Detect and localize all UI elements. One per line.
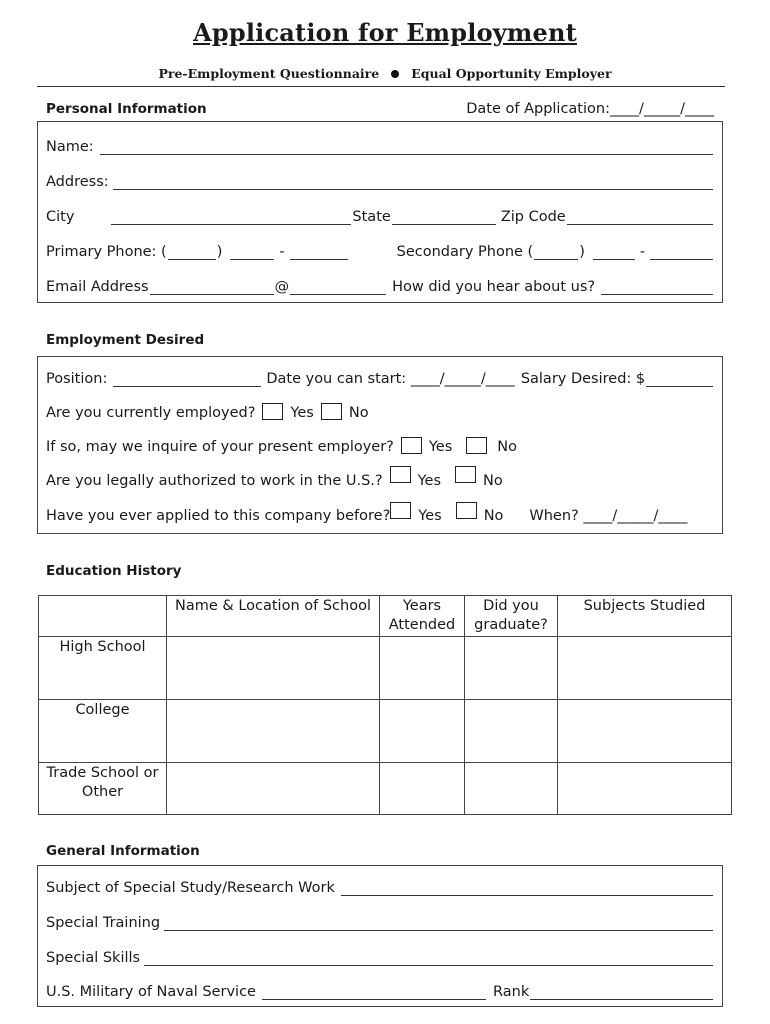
special-skills-field[interactable]	[144, 951, 713, 966]
position-row	[46, 367, 714, 387]
subtitle-eoe: Equal Opportunity Employer	[411, 66, 612, 81]
applied-before-row	[46, 504, 714, 524]
table-row	[39, 700, 732, 763]
yes-label: Yes	[417, 473, 442, 489]
zip-field[interactable]	[567, 210, 713, 225]
primary-phone-paren: )	[216, 244, 223, 260]
form-subtitle	[0, 66, 770, 81]
salary-label: Salary Desired: $	[520, 371, 646, 387]
currently-employed-no-checkbox[interactable]	[321, 403, 342, 420]
secondary-phone-area-field[interactable]	[534, 245, 578, 260]
city-field[interactable]	[111, 210, 351, 225]
start-date-field[interactable]: Date you can start: ____/_____/____	[266, 371, 515, 387]
table-cell[interactable]	[167, 763, 380, 815]
salary-field[interactable]	[646, 372, 713, 387]
no-label: No	[497, 439, 518, 455]
rank-label: Rank	[492, 984, 530, 1000]
primary-phone-dash: -	[279, 244, 285, 260]
education-table	[38, 595, 732, 815]
bullet-icon	[391, 70, 399, 78]
table-cell[interactable]	[380, 637, 465, 700]
special-study-label: Subject of Special Study/Research Work	[46, 880, 335, 896]
table-cell[interactable]	[465, 700, 558, 763]
table-header-cell: Name & Location of School	[167, 596, 380, 637]
city-state-zip-row	[46, 205, 714, 225]
email-user-field[interactable]	[150, 280, 274, 295]
date-of-application-field[interactable]: Date of Application:____/_____/____	[466, 101, 714, 117]
heard-about-label: How did you hear about us?	[392, 279, 596, 295]
table-header-cell: Did you graduate?	[465, 596, 558, 637]
currently-employed-row	[46, 401, 714, 421]
yes-label: Yes	[418, 508, 442, 524]
secondary-phone-dash: -	[639, 244, 646, 260]
table-cell[interactable]	[167, 700, 380, 763]
table-cell[interactable]	[558, 763, 732, 815]
name-row	[46, 135, 714, 155]
email-label: Email Address	[46, 279, 149, 295]
authorized-yes-checkbox[interactable]	[390, 466, 411, 483]
heard-about-field[interactable]	[601, 280, 713, 295]
address-field[interactable]	[113, 175, 713, 190]
applied-before-question: Have you ever applied to this company before?	[46, 508, 391, 524]
state-label: State	[352, 209, 391, 225]
table-cell[interactable]	[380, 700, 465, 763]
special-training-label: Special Training	[46, 915, 161, 931]
secondary-phone-line-field[interactable]	[650, 245, 713, 260]
general-information-heading: General Information	[46, 843, 200, 859]
special-training-row	[46, 911, 714, 931]
inquire-employer-no-checkbox[interactable]	[466, 437, 487, 454]
special-study-row	[46, 876, 714, 896]
applied-before-no-checkbox[interactable]	[456, 502, 477, 519]
email-domain-field[interactable]	[290, 280, 386, 295]
applied-before-yes-checkbox[interactable]	[390, 502, 411, 519]
at-sign: @	[274, 279, 290, 295]
military-row	[46, 980, 714, 1000]
table-cell[interactable]	[558, 637, 732, 700]
special-skills-label: Special Skills	[46, 950, 141, 966]
position-label: Position:	[46, 371, 108, 387]
address-label: Address:	[46, 174, 109, 190]
special-training-field[interactable]	[164, 916, 713, 931]
primary-phone-prefix-field[interactable]	[230, 245, 274, 260]
no-label: No	[348, 405, 369, 421]
address-row	[46, 170, 714, 190]
phone-row	[46, 240, 714, 260]
personal-information-heading: Personal Information	[46, 101, 207, 117]
primary-phone-line-field[interactable]	[290, 245, 348, 260]
inquire-employer-row	[46, 435, 714, 455]
table-cell[interactable]	[465, 637, 558, 700]
form-title: Application for Employment	[193, 18, 577, 47]
authorized-row	[46, 469, 714, 489]
table-cell[interactable]	[380, 763, 465, 815]
personal-information-box	[37, 121, 723, 303]
table-cell[interactable]	[558, 700, 732, 763]
when-field[interactable]: When? ____/_____/____	[529, 508, 688, 524]
currently-employed-yes-checkbox[interactable]	[262, 403, 283, 420]
secondary-phone-prefix-field[interactable]	[593, 245, 635, 260]
special-study-field[interactable]	[341, 881, 713, 896]
rank-field[interactable]	[530, 985, 713, 1000]
name-field[interactable]	[100, 140, 713, 155]
table-cell[interactable]	[167, 637, 380, 700]
primary-phone-label: Primary Phone: (	[46, 244, 167, 260]
military-field[interactable]	[262, 985, 486, 1000]
primary-phone-area-field[interactable]	[168, 245, 216, 260]
education-history-heading: Education History	[46, 563, 182, 579]
table-header-cell: Subjects Studied	[558, 596, 732, 637]
email-row	[46, 275, 714, 295]
subtitle-questionnaire: Pre-Employment Questionnaire	[158, 66, 380, 81]
yes-label: Yes	[428, 439, 453, 455]
title-divider	[37, 86, 725, 87]
table-header-cell: Years Attended	[380, 596, 465, 637]
no-label: No	[483, 508, 504, 524]
general-information-box	[37, 865, 723, 1007]
table-header-cell	[39, 596, 167, 637]
inquire-employer-yes-checkbox[interactable]	[401, 437, 422, 454]
secondary-phone-paren: )	[579, 244, 585, 260]
military-label: U.S. Military of Naval Service	[46, 984, 256, 1000]
row-label: Trade School or Other	[39, 763, 167, 815]
table-row	[39, 637, 732, 700]
city-label: City	[46, 209, 75, 225]
row-label: College	[39, 700, 167, 763]
currently-employed-question: Are you currently employed?	[46, 405, 256, 421]
employment-desired-box	[37, 356, 723, 534]
authorized-question: Are you legally authorized to work in the U.S.?	[46, 473, 383, 489]
table-cell[interactable]	[465, 763, 558, 815]
employment-desired-heading: Employment Desired	[46, 332, 205, 348]
no-label: No	[483, 473, 503, 489]
special-skills-row	[46, 946, 714, 966]
state-field[interactable]	[392, 210, 496, 225]
yes-label: Yes	[290, 405, 314, 421]
authorized-no-checkbox[interactable]	[455, 466, 476, 483]
inquire-employer-question: If so, may we inquire of your present employer?	[46, 439, 394, 455]
secondary-phone-label: Secondary Phone (	[396, 244, 534, 260]
table-row	[39, 763, 732, 815]
zip-label: Zip Code	[500, 209, 566, 225]
row-label: High School	[39, 637, 167, 700]
table-header-row	[39, 596, 732, 637]
position-field[interactable]	[113, 372, 261, 387]
name-label: Name:	[46, 139, 94, 155]
